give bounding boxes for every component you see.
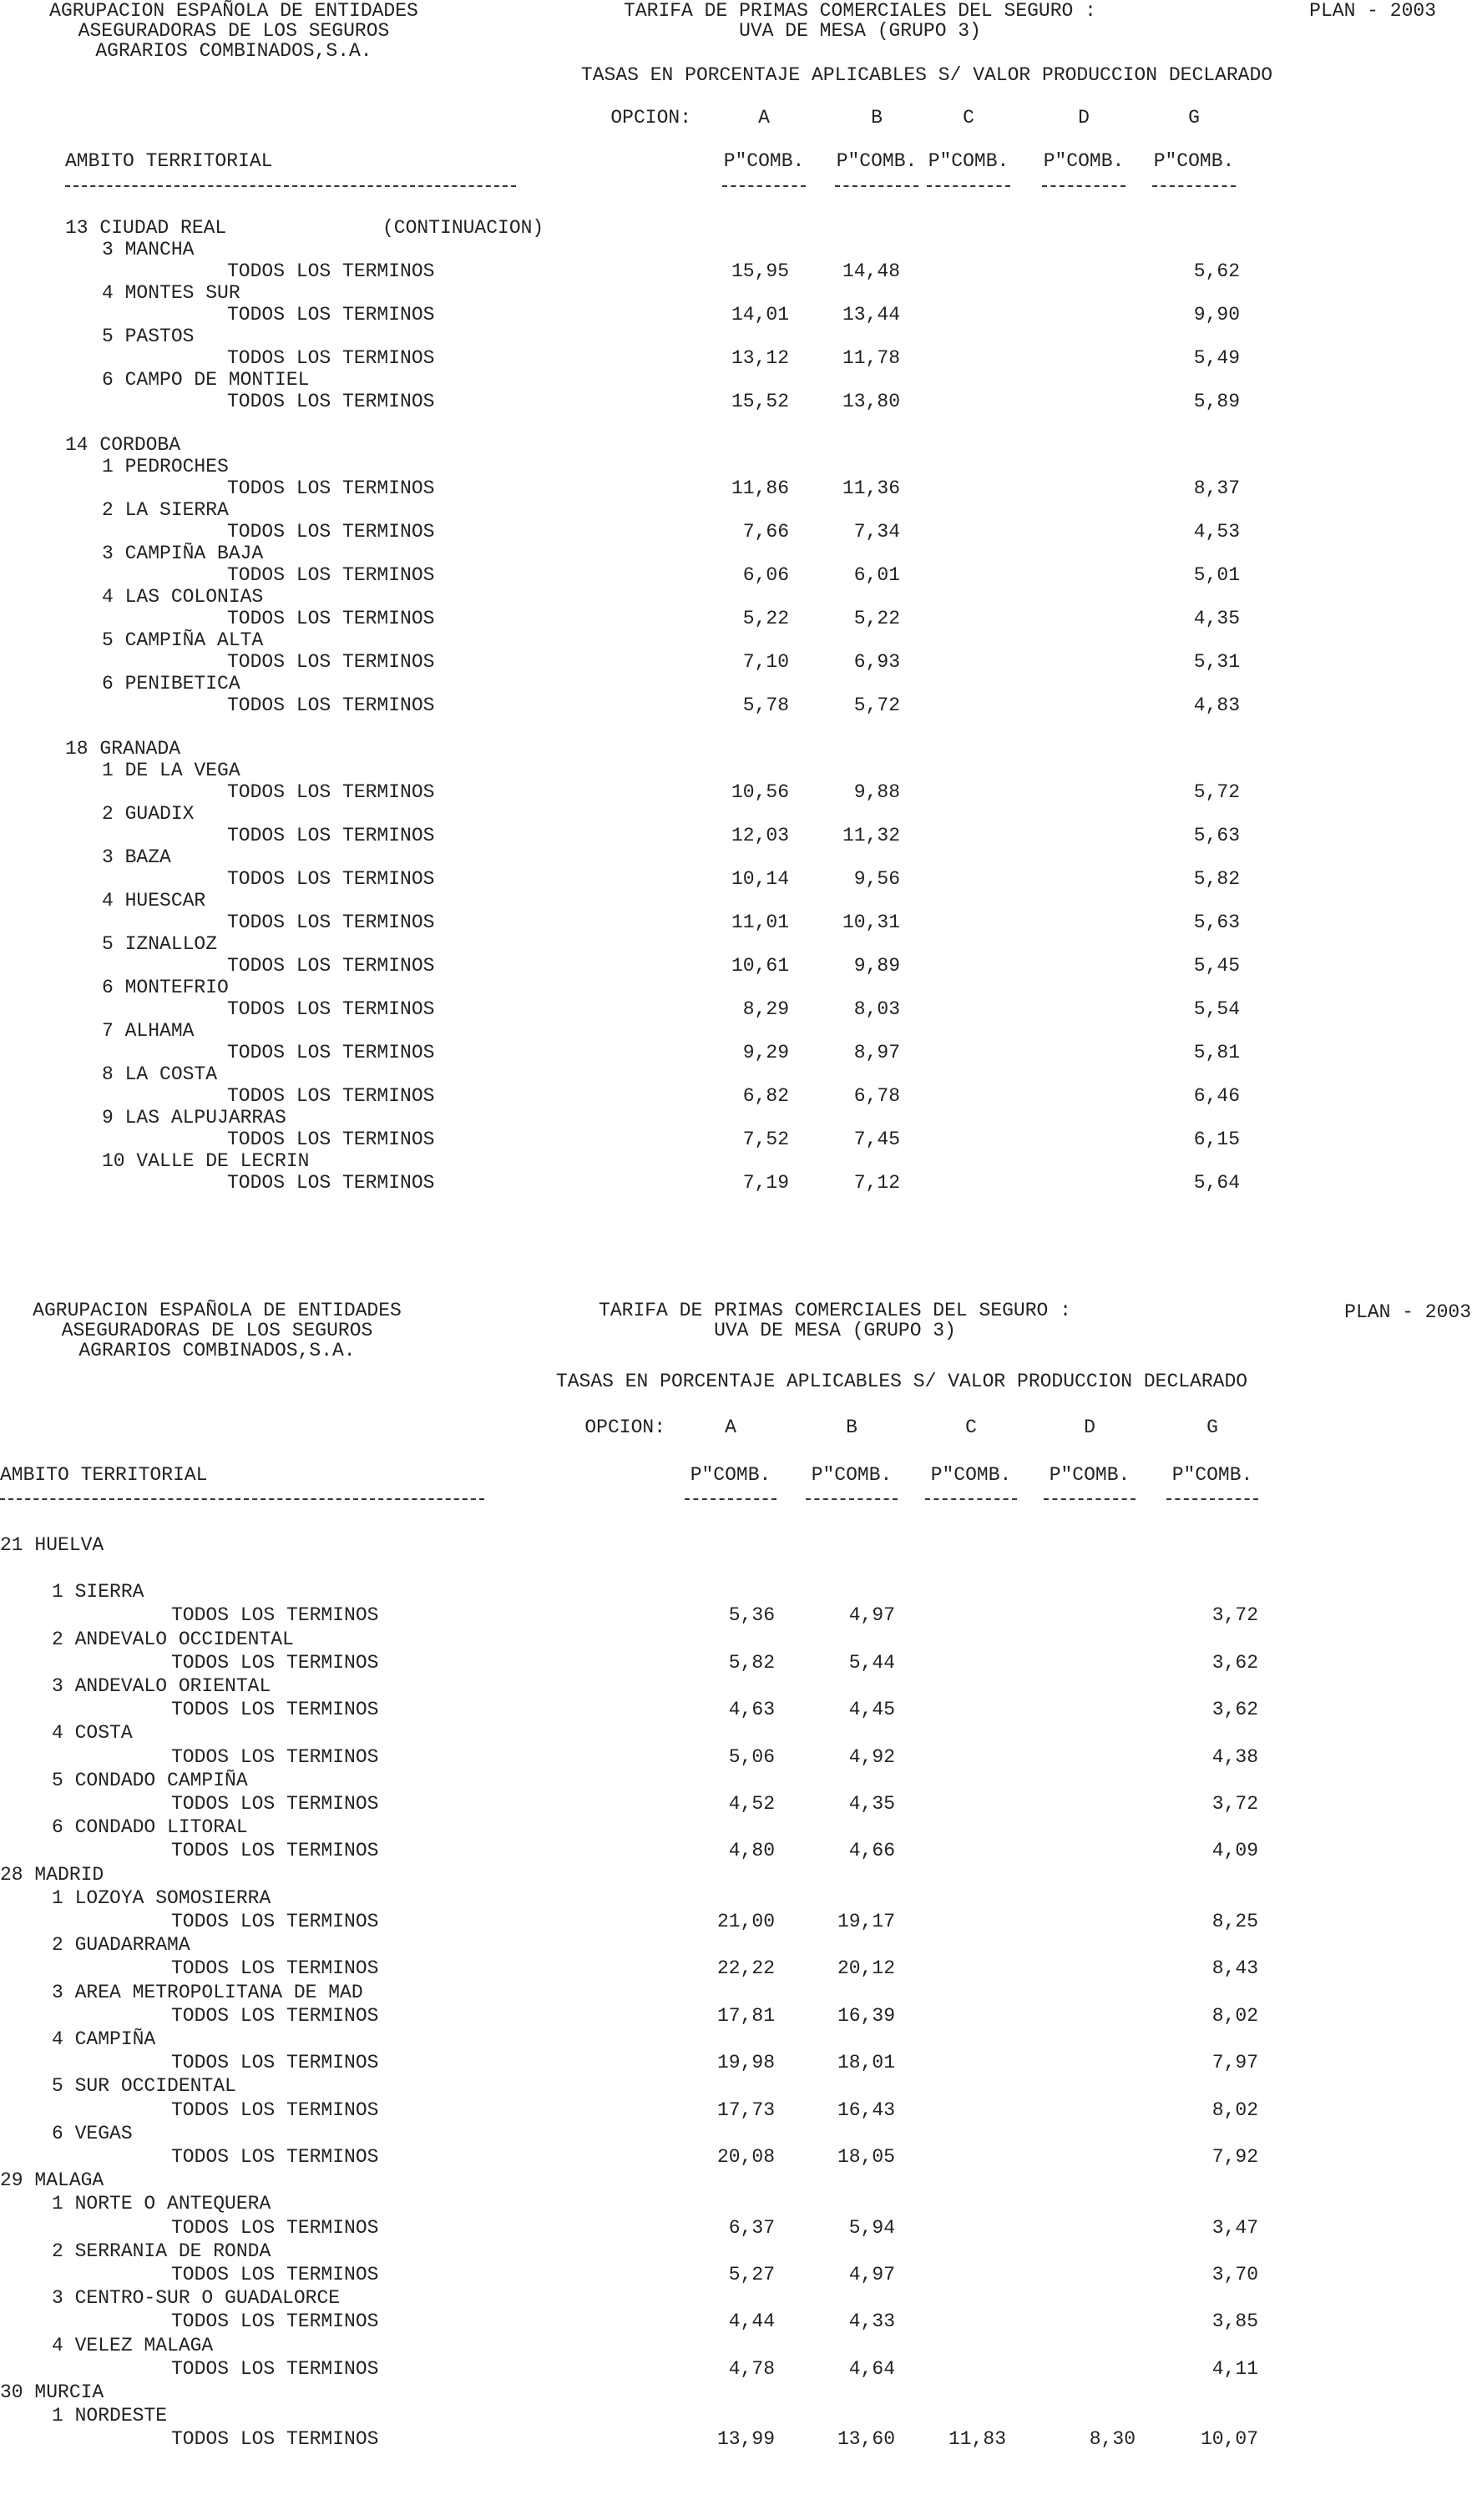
rate-value: 6,78 <box>853 1085 900 1107</box>
rate-value: 18,01 <box>837 2052 895 2074</box>
region-terms: TODOS LOS TERMINOS <box>171 2098 379 2121</box>
rates-caption: TASAS EN PORCENTAJE APLICABLES S/ VALOR PRODUCCION DECLARADO <box>580 64 1273 86</box>
rate-value: 4,11 <box>1211 2357 1258 2380</box>
column-underline <box>1042 185 1125 187</box>
rate-value: 5,82 <box>728 1651 775 1674</box>
rate-value: 13,99 <box>716 2428 775 2451</box>
region-terms: TODOS LOS TERMINOS <box>171 1793 379 1815</box>
rate-value: 6,93 <box>853 651 900 673</box>
rate-value: 3,72 <box>1211 1793 1258 1815</box>
column-header: P"COMB. <box>928 150 1009 172</box>
region-name: 1 SIERRA <box>52 1581 144 1603</box>
rate-value: 4,63 <box>728 1699 775 1721</box>
rate-value: 4,38 <box>1211 1745 1258 1768</box>
rate-value: 13,12 <box>731 347 789 369</box>
tariff-page-2 <box>0 1285 1472 2520</box>
region-terms: TODOS LOS TERMINOS <box>171 2310 379 2333</box>
org-name-line: ASEGURADORAS DE LOS SEGUROS <box>61 1320 373 1341</box>
rate-value: 6,37 <box>728 2216 775 2239</box>
rate-value: 5,64 <box>1193 1172 1240 1194</box>
region-name: 6 CONDADO LITORAL <box>52 1816 248 1839</box>
region-name: 4 HUESCAR <box>102 890 206 912</box>
column-header: P"COMB. <box>930 1464 1012 1486</box>
region-name: 6 PENIBETICA <box>102 673 240 694</box>
rate-value: 18,05 <box>837 2146 895 2168</box>
rate-value: 6,46 <box>1193 1085 1240 1107</box>
tariff-title: TARIFA DE PRIMAS COMERCIALES DEL SEGURO : <box>599 1300 1071 1321</box>
rate-value: 5,22 <box>853 608 900 629</box>
rate-value: 4,64 <box>848 2357 895 2380</box>
region-name: 3 CAMPIÑA BAJA <box>102 543 264 564</box>
region-terms: TODOS LOS TERMINOS <box>227 608 435 629</box>
rate-value: 5,72 <box>1193 781 1240 803</box>
option-letter: G <box>1206 1417 1218 1438</box>
rate-value: 7,12 <box>853 1172 900 1194</box>
rate-value: 6,82 <box>742 1085 789 1107</box>
column-header: P"COMB. <box>1049 1464 1131 1486</box>
rate-value: 5,62 <box>1193 260 1240 282</box>
region-name: 3 AREA METROPOLITANA DE MAD <box>52 1981 363 2003</box>
rate-value: 7,97 <box>1211 2052 1258 2074</box>
region-name: 2 ANDEVALO OCCIDENTAL <box>52 1628 294 1650</box>
rate-value: 5,82 <box>1193 868 1240 890</box>
rate-value: 5,36 <box>728 1604 775 1627</box>
rate-value: 9,90 <box>1193 304 1240 326</box>
region-name: 2 LA SIERRA <box>102 499 229 521</box>
tariff-page-1 <box>0 0 1472 1235</box>
column-underline <box>685 1498 776 1500</box>
region-terms: TODOS LOS TERMINOS <box>171 1604 379 1627</box>
rate-value: 4,97 <box>848 2264 895 2285</box>
ambito-territorial-header: AMBITO TERRITORIAL <box>0 1464 208 1486</box>
option-letter: B <box>871 107 883 129</box>
tariff-subtitle: UVA DE MESA (GRUPO 3) <box>739 20 981 42</box>
rate-value: 8,97 <box>853 1042 900 1063</box>
region-name: 9 LAS ALPUJARRAS <box>102 1107 286 1129</box>
rate-value: 5,27 <box>728 2264 775 2285</box>
region-terms: TODOS LOS TERMINOS <box>227 651 435 673</box>
option-label: OPCION: <box>584 1417 665 1438</box>
column-header: P"COMB. <box>836 150 918 172</box>
column-underline <box>835 185 918 187</box>
region-name: 6 MONTEFRIO <box>102 977 229 998</box>
region-name: 2 GUADIX <box>102 803 195 825</box>
rate-value: 11,36 <box>842 477 900 499</box>
rate-value: 8,37 <box>1193 477 1240 499</box>
region-terms: TODOS LOS TERMINOS <box>227 998 435 1020</box>
region-name: 7 ALHAMA <box>102 1020 195 1042</box>
rate-value: 4,35 <box>848 1793 895 1815</box>
rate-value: 5,72 <box>853 694 900 716</box>
column-underline <box>1166 1498 1258 1500</box>
province-name: 14 CORDOBA <box>65 434 181 456</box>
rate-value: 13,60 <box>837 2428 895 2451</box>
rate-value: 10,31 <box>842 912 900 933</box>
ambito-underline <box>65 185 516 187</box>
rate-value: 3,85 <box>1211 2310 1258 2333</box>
region-terms: TODOS LOS TERMINOS <box>171 2357 379 2380</box>
region-terms: TODOS LOS TERMINOS <box>227 868 435 890</box>
column-header: P"COMB. <box>723 150 805 172</box>
province-note: (CONTINUACION) <box>382 217 544 239</box>
rate-value: 11,83 <box>948 2428 1006 2451</box>
column-header: P"COMB. <box>1171 1464 1253 1486</box>
rate-value: 9,29 <box>742 1042 789 1063</box>
ambito-underline <box>0 1498 484 1500</box>
region-terms: TODOS LOS TERMINOS <box>171 1745 379 1768</box>
rate-value: 11,78 <box>842 347 900 369</box>
rate-value: 10,61 <box>731 955 789 977</box>
rate-value: 3,62 <box>1211 1699 1258 1721</box>
column-underline <box>806 1498 898 1500</box>
rate-value: 6,15 <box>1193 1129 1240 1150</box>
region-name: 1 NORDESTE <box>52 2405 168 2427</box>
org-name-line: AGRARIOS COMBINADOS,S.A. <box>95 40 372 62</box>
option-letter: C <box>963 107 974 129</box>
column-header: P"COMB. <box>811 1464 893 1486</box>
region-name: 1 PEDROCHES <box>102 456 229 477</box>
option-label: OPCION: <box>610 107 691 129</box>
region-terms: TODOS LOS TERMINOS <box>171 2216 379 2239</box>
rate-value: 4,53 <box>1193 521 1240 543</box>
column-underline <box>925 1498 1017 1500</box>
option-letter: B <box>846 1417 857 1438</box>
rate-value: 15,95 <box>731 260 789 282</box>
region-name: 5 CAMPIÑA ALTA <box>102 629 264 651</box>
region-name: 5 PASTOS <box>102 326 195 347</box>
rate-value: 21,00 <box>716 1911 775 1932</box>
rate-value: 7,45 <box>853 1129 900 1150</box>
rate-value: 4,35 <box>1193 608 1240 629</box>
region-terms: TODOS LOS TERMINOS <box>227 304 435 326</box>
rate-value: 5,31 <box>1193 651 1240 673</box>
rate-value: 9,89 <box>853 955 900 977</box>
region-terms: TODOS LOS TERMINOS <box>171 1957 379 1980</box>
rate-value: 11,32 <box>842 825 900 846</box>
rate-value: 4,83 <box>1193 694 1240 716</box>
region-name: 4 MONTES SUR <box>102 282 240 304</box>
province-name: 30 MURCIA <box>0 2381 104 2403</box>
region-terms: TODOS LOS TERMINOS <box>227 477 435 499</box>
rate-value: 9,56 <box>853 868 900 890</box>
region-name: 4 COSTA <box>52 1722 133 1745</box>
region-terms: TODOS LOS TERMINOS <box>171 1699 379 1721</box>
rate-value: 8,43 <box>1211 1957 1258 1980</box>
rate-value: 5,45 <box>1193 955 1240 977</box>
org-name-line: ASEGURADORAS DE LOS SEGUROS <box>78 20 390 42</box>
region-name: 10 VALLE DE LECRIN <box>102 1150 310 1172</box>
region-terms: TODOS LOS TERMINOS <box>227 391 435 412</box>
option-letter: D <box>1078 107 1090 129</box>
rate-value: 12,03 <box>731 825 789 846</box>
region-terms: TODOS LOS TERMINOS <box>227 564 435 586</box>
province-name: 29 MALAGA <box>0 2169 104 2192</box>
province-name: 21 HUELVA <box>0 1534 104 1556</box>
province-name: 28 MADRID <box>0 1863 104 1886</box>
rate-value: 4,45 <box>848 1699 895 1721</box>
ambito-territorial-header: AMBITO TERRITORIAL <box>65 150 273 172</box>
province-name: 18 GRANADA <box>65 738 181 760</box>
region-name: 6 CAMPO DE MONTIEL <box>102 369 310 391</box>
rate-value: 7,19 <box>742 1172 789 1194</box>
rate-value: 8,02 <box>1211 2004 1258 2027</box>
region-terms: TODOS LOS TERMINOS <box>227 1172 435 1194</box>
region-name: 5 IZNALLOZ <box>102 933 218 955</box>
column-underline <box>1152 185 1236 187</box>
rate-value: 4,97 <box>848 1604 895 1627</box>
region-name: 4 VELEZ MALAGA <box>52 2334 214 2356</box>
rate-value: 5,63 <box>1193 825 1240 846</box>
region-terms: TODOS LOS TERMINOS <box>227 825 435 846</box>
option-letter: G <box>1188 107 1200 129</box>
rate-value: 16,39 <box>837 2004 895 2027</box>
region-terms: TODOS LOS TERMINOS <box>227 694 435 716</box>
region-terms: TODOS LOS TERMINOS <box>227 955 435 977</box>
rate-value: 8,29 <box>742 998 789 1020</box>
rate-value: 4,92 <box>848 1745 895 1768</box>
region-name: 2 GUADARRAMA <box>52 1934 190 1957</box>
region-terms: TODOS LOS TERMINOS <box>227 781 435 803</box>
rate-value: 5,89 <box>1193 391 1240 412</box>
rate-value: 10,56 <box>731 781 789 803</box>
rate-value: 16,43 <box>837 2098 895 2121</box>
region-name: 3 MANCHA <box>102 239 195 260</box>
option-letter: D <box>1084 1417 1095 1438</box>
rate-value: 4,44 <box>728 2310 775 2333</box>
rate-value: 22,22 <box>716 1957 775 1980</box>
region-name: 8 LA COSTA <box>102 1063 218 1085</box>
rate-value: 10,07 <box>1200 2428 1258 2451</box>
rate-value: 14,48 <box>842 260 900 282</box>
rate-value: 5,01 <box>1193 564 1240 586</box>
rate-value: 4,52 <box>728 1793 775 1815</box>
region-terms: TODOS LOS TERMINOS <box>171 1651 379 1674</box>
rate-value: 5,22 <box>742 608 789 629</box>
region-terms: TODOS LOS TERMINOS <box>227 1085 435 1107</box>
region-name: 3 CENTRO-SUR O GUADALORCE <box>52 2287 341 2310</box>
region-terms: TODOS LOS TERMINOS <box>171 2052 379 2074</box>
region-terms: TODOS LOS TERMINOS <box>171 2264 379 2285</box>
rate-value: 7,92 <box>1211 2146 1258 2168</box>
rate-value: 8,25 <box>1211 1911 1258 1932</box>
region-terms: TODOS LOS TERMINOS <box>227 347 435 369</box>
rate-value: 6,01 <box>853 564 900 586</box>
region-terms: TODOS LOS TERMINOS <box>171 2428 379 2451</box>
region-name: 5 CONDADO CAMPIÑA <box>52 1769 248 1791</box>
rate-value: 11,86 <box>731 477 789 499</box>
rate-value: 13,80 <box>842 391 900 412</box>
rate-value: 4,80 <box>728 1840 775 1862</box>
region-name: 3 ANDEVALO ORIENTAL <box>52 1675 271 1697</box>
region-name: 3 BAZA <box>102 846 171 868</box>
region-terms: TODOS LOS TERMINOS <box>227 912 435 933</box>
option-letter: A <box>758 107 770 129</box>
column-underline <box>1044 1498 1136 1500</box>
rate-value: 5,49 <box>1193 347 1240 369</box>
region-name: 2 SERRANIA DE RONDA <box>52 2240 271 2262</box>
rate-value: 5,78 <box>742 694 789 716</box>
rate-value: 3,47 <box>1211 2216 1258 2239</box>
rate-value: 5,54 <box>1193 998 1240 1020</box>
rate-value: 3,72 <box>1211 1604 1258 1627</box>
column-header: P"COMB. <box>690 1464 771 1486</box>
rate-value: 5,44 <box>848 1651 895 1674</box>
rate-value: 20,12 <box>837 1957 895 1980</box>
region-terms: TODOS LOS TERMINOS <box>171 2146 379 2168</box>
org-name-line: AGRARIOS COMBINADOS,S.A. <box>78 1340 356 1361</box>
rate-value: 7,66 <box>742 521 789 543</box>
rate-value: 11,01 <box>731 912 789 933</box>
column-header: P"COMB. <box>1153 150 1235 172</box>
region-name: 6 VEGAS <box>52 2122 133 2144</box>
region-name: 1 NORTE O ANTEQUERA <box>52 2193 271 2215</box>
rate-value: 7,10 <box>742 651 789 673</box>
rate-value: 15,52 <box>731 391 789 412</box>
rate-value: 4,78 <box>728 2357 775 2380</box>
option-letter: A <box>725 1417 736 1438</box>
plan-label: PLAN - 2003 <box>1344 1301 1471 1323</box>
region-name: 1 DE LA VEGA <box>102 760 240 781</box>
rate-value: 20,08 <box>716 2146 775 2168</box>
region-name: 1 LOZOYA SOMOSIERRA <box>52 1886 271 1909</box>
column-underline <box>722 185 806 187</box>
rate-value: 19,98 <box>716 2052 775 2074</box>
rate-value: 8,30 <box>1089 2428 1136 2451</box>
region-terms: TODOS LOS TERMINOS <box>227 521 435 543</box>
rate-value: 7,52 <box>742 1129 789 1150</box>
rate-value: 8,03 <box>853 998 900 1020</box>
rates-caption: TASAS EN PORCENTAJE APLICABLES S/ VALOR PRODUCCION DECLARADO <box>555 1371 1248 1392</box>
rate-value: 13,44 <box>842 304 900 326</box>
rate-value: 7,34 <box>853 521 900 543</box>
region-terms: TODOS LOS TERMINOS <box>171 2004 379 2027</box>
region-terms: TODOS LOS TERMINOS <box>171 1840 379 1862</box>
column-underline <box>927 185 1010 187</box>
region-name: 5 SUR OCCIDENTAL <box>52 2075 236 2098</box>
tariff-title: TARIFA DE PRIMAS COMERCIALES DEL SEGURO : <box>624 0 1096 22</box>
rate-value: 9,88 <box>853 781 900 803</box>
rate-value: 8,02 <box>1211 2098 1258 2121</box>
rate-value: 4,33 <box>848 2310 895 2333</box>
tariff-subtitle: UVA DE MESA (GRUPO 3) <box>714 1320 956 1341</box>
rate-value: 3,62 <box>1211 1651 1258 1674</box>
region-terms: TODOS LOS TERMINOS <box>227 1042 435 1063</box>
rate-value: 5,63 <box>1193 912 1240 933</box>
plan-label: PLAN - 2003 <box>1309 0 1436 22</box>
province-name: 13 CIUDAD REAL <box>65 217 227 239</box>
rate-value: 19,17 <box>837 1911 895 1932</box>
rate-value: 4,66 <box>848 1840 895 1862</box>
org-name-line: AGRUPACION ESPAÑOLA DE ENTIDADES <box>49 0 418 22</box>
rate-value: 6,06 <box>742 564 789 586</box>
region-name: 4 LAS COLONIAS <box>102 586 264 608</box>
option-letter: C <box>965 1417 977 1438</box>
region-terms: TODOS LOS TERMINOS <box>227 1129 435 1150</box>
region-terms: TODOS LOS TERMINOS <box>227 260 435 282</box>
rate-value: 10,14 <box>731 868 789 890</box>
org-name-line: AGRUPACION ESPAÑOLA DE ENTIDADES <box>33 1300 402 1321</box>
rate-value: 14,01 <box>731 304 789 326</box>
rate-value: 5,81 <box>1193 1042 1240 1063</box>
column-header: P"COMB. <box>1043 150 1125 172</box>
rate-value: 3,70 <box>1211 2264 1258 2285</box>
region-terms: TODOS LOS TERMINOS <box>171 1911 379 1932</box>
region-name: 4 CAMPIÑA <box>52 2028 156 2050</box>
rate-value: 5,06 <box>728 1745 775 1768</box>
rate-value: 17,73 <box>716 2098 775 2121</box>
rate-value: 5,94 <box>848 2216 895 2239</box>
rate-value: 17,81 <box>716 2004 775 2027</box>
rate-value: 4,09 <box>1211 1840 1258 1862</box>
